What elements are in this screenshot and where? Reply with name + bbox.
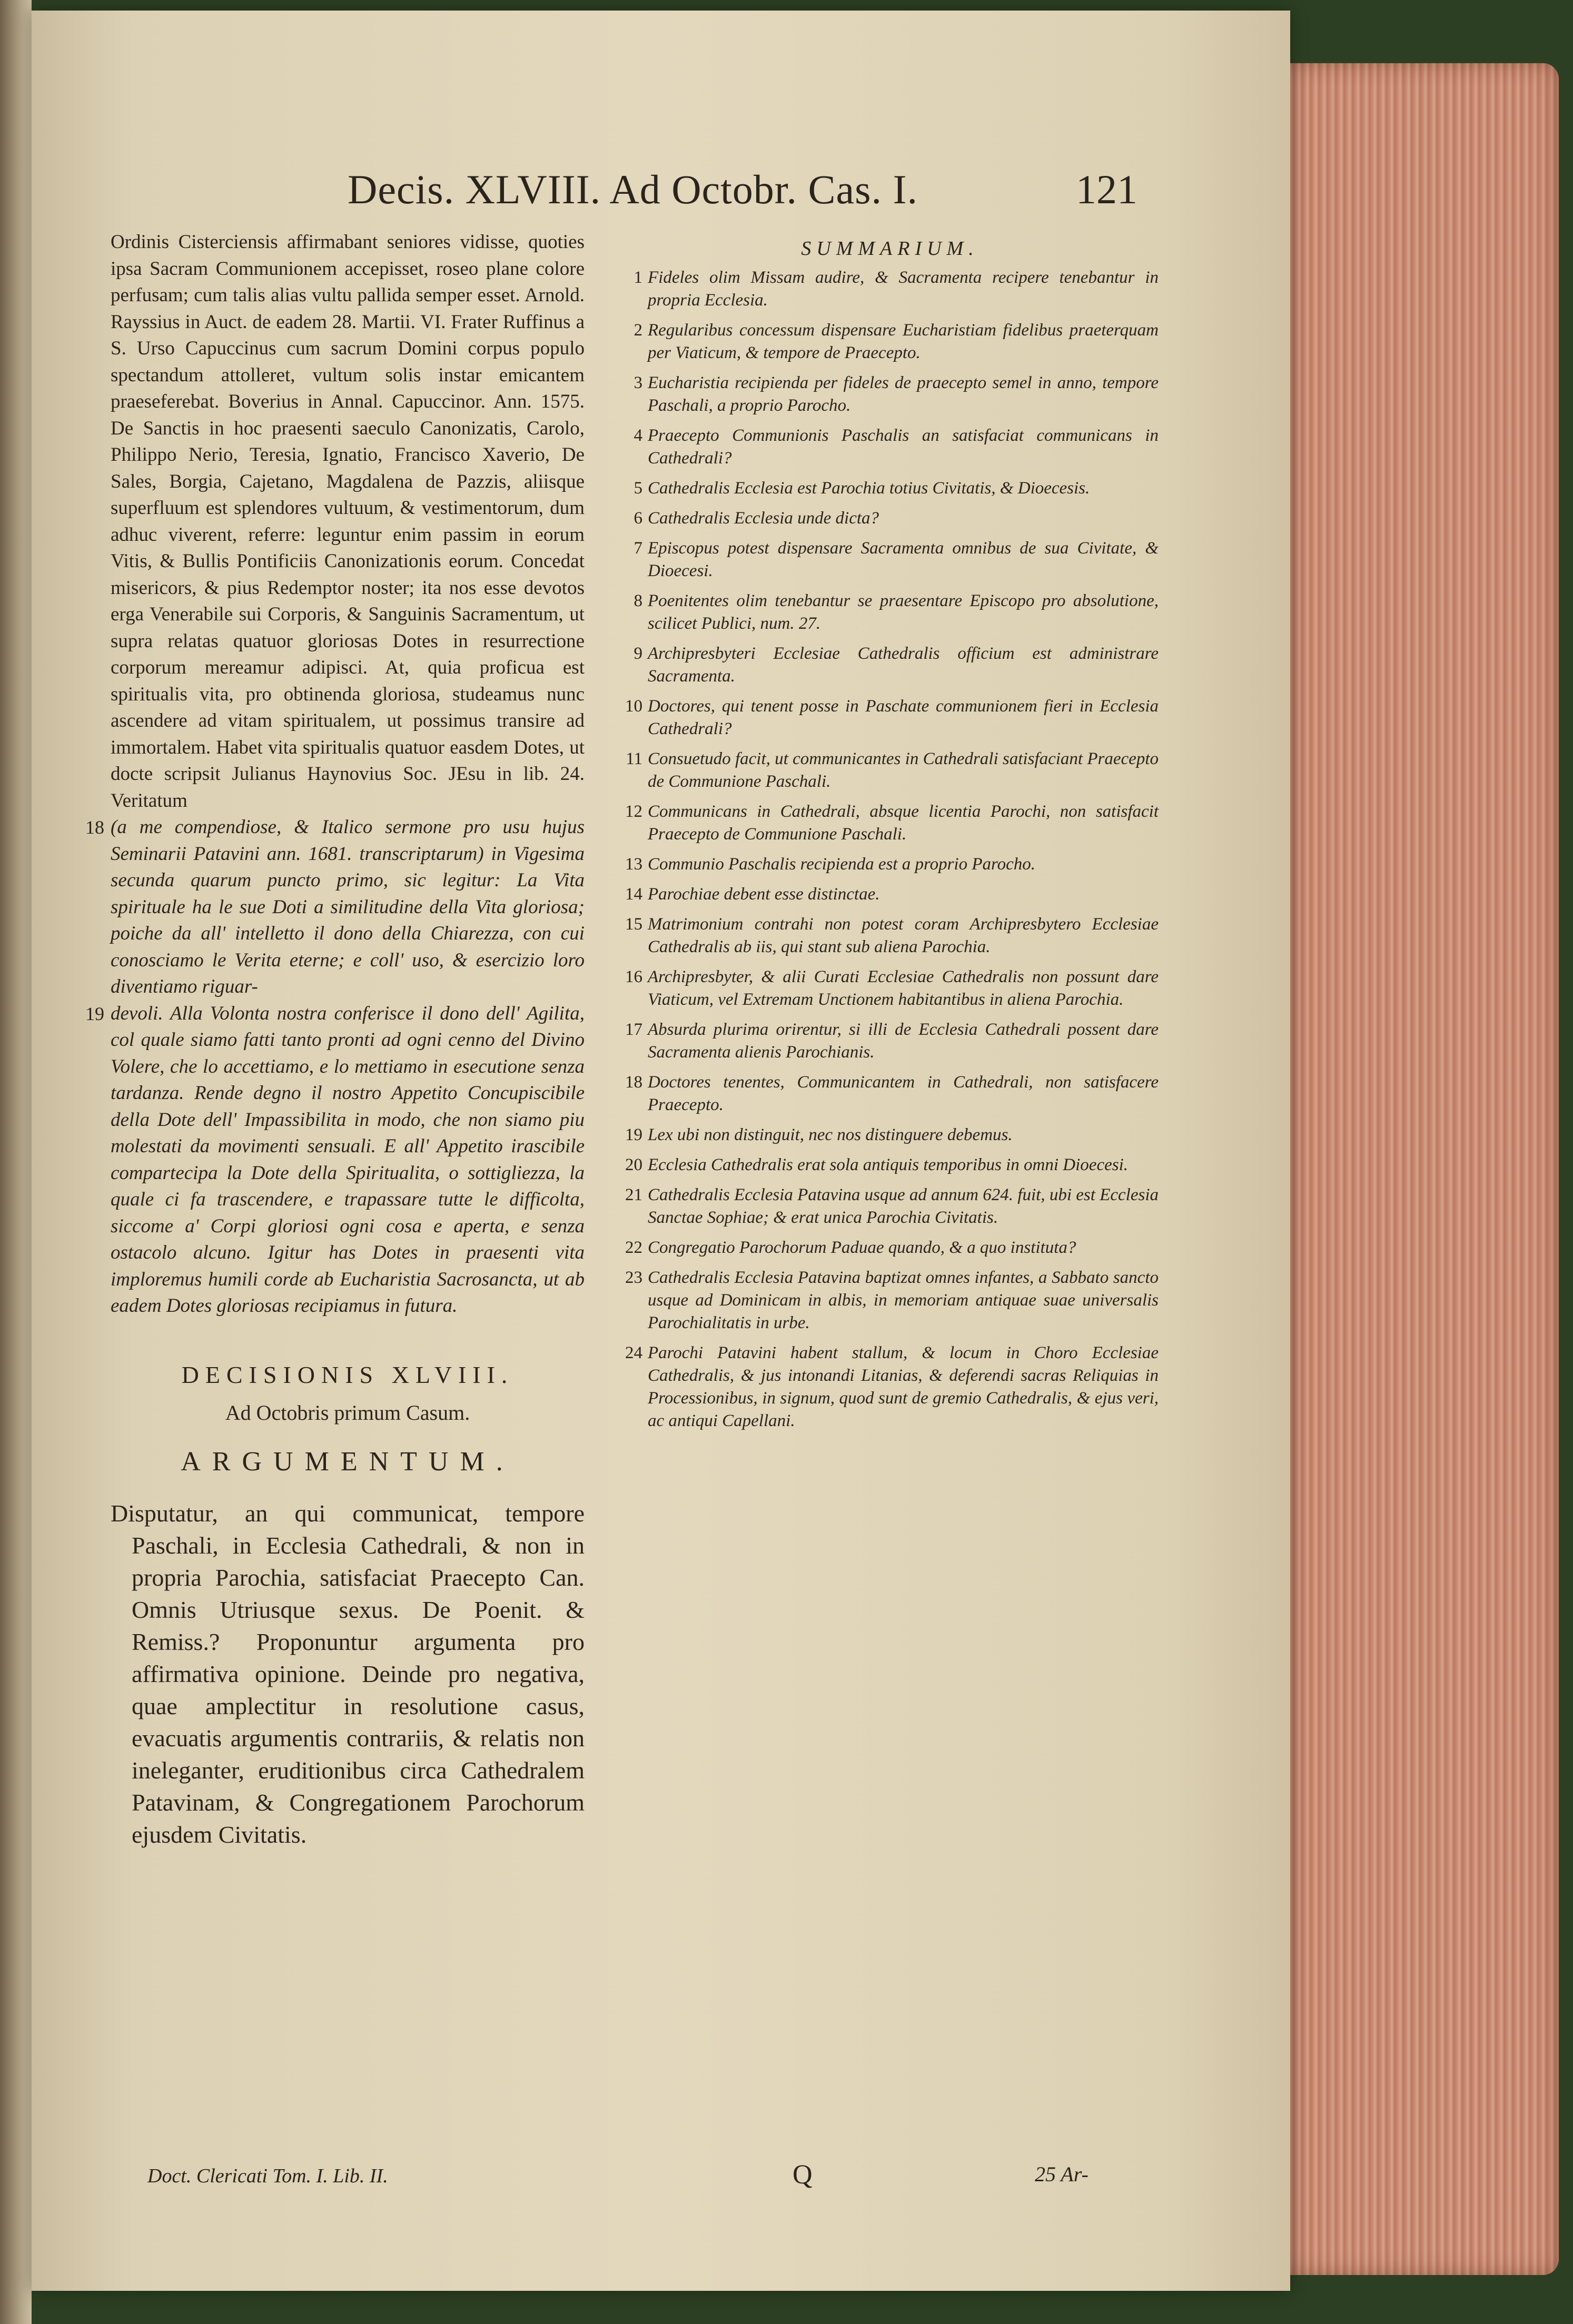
summarium-item-text: Cathedralis Ecclesia unde dicta?	[648, 509, 879, 528]
summarium-item-number: 20	[625, 1155, 642, 1174]
summarium-item	[621, 372, 1159, 417]
summarium-item-text: Poenitentes olim tenebantur se praesentare Episcopo pro absolutione, scilicet Publici, num. 27.	[648, 591, 1159, 633]
decision-heading: DECISIONIS XLVIII.	[181, 1361, 514, 1388]
summarium-list	[621, 266, 1159, 1432]
margin-number-19: 19	[85, 1003, 104, 1024]
summarium-item-number: 6	[634, 509, 642, 528]
summarium-item-text: Eucharistia recipienda per fideles de praecepto semel in anno, tempore Paschali, a proprio Parocho.	[648, 373, 1159, 415]
summarium-item-number: 11	[626, 749, 642, 768]
margin-number-18: 18	[85, 817, 104, 838]
catchword: 25 Ar-	[1035, 2162, 1089, 2186]
summarium-item	[621, 748, 1159, 793]
summarium-item-text: Cathedralis Ecclesia est Parochia totius Civitatis, & Dioecesis.	[648, 479, 1090, 498]
summarium-item-number: 3	[634, 373, 642, 392]
summarium-item-number: 7	[634, 539, 642, 558]
summarium-item-number: 5	[634, 479, 642, 498]
summarium-item-number: 17	[625, 1020, 642, 1039]
summarium-item	[621, 695, 1159, 740]
summarium-item	[621, 642, 1159, 688]
summarium-item-number: 4	[634, 426, 642, 445]
facing-page-edge	[0, 0, 32, 2324]
summarium-item-number: 8	[634, 591, 642, 610]
summarium-item-text: Absurda plurima orirentur, si illi de Ecclesia Cathedrali possent dare Sacramenta alienis Parochianis.	[648, 1020, 1159, 1062]
left-paragraph-3-text: devoli. Alla Volonta nostra conferisce il dono dell' Agilita, col quale siamo fatti tanto pronti ad ogni cenno del Divino Volere, che lo accettiamo, e lo mettiamo in esecutione senza tardanza. Rende degno il nostro Appetito Concupiscibile della Dote dell' Impassibilita in modo, che non siamo piu molestati da movimenti sensuali. E all' Appetito irascibile compartecipa la Dote della Spiritualita, o sottigliezza, la quale ci fa trascendere, e trapassare tutte le difficolta, siccome a' Corpi gloriosi ogni cosa e aperta, e senza ostacolo alcuno. Igitur has Dotes in praesenti vita imploremus humili corde ab Eucharistia Sacrosancta, ut ab eadem Dotes gloriosas recipiamus in futura.	[111, 1002, 585, 1317]
left-paragraph-2-text: (a me compendiose, & Italico sermone pro usu hujus Seminarii Patavini ann. 1681. transcriptarum) in Vigesima secunda quarum puncto primo, sic legitur: La Vita spirituale ha le sue Doti a similitudine della Vita gloriosa; poiche da all' intelletto il dono della Chiarezza, con cui conosciamo le Verita eterne; e coll' uso, & esercizio loro diventiamo riguar-	[111, 816, 585, 997]
page-header	[84, 166, 1137, 224]
summarium-item	[621, 966, 1159, 1011]
summarium-item	[621, 1184, 1159, 1229]
summarium-item-number: 1	[634, 268, 642, 287]
argument-text: Disputatur, an qui communicat, tempore Paschali, in Ecclesia Cathedrali, & non in propria Parochia, satisfaciat Praecepto Can. Omnis Utriusque sexus. De Poenit. & Remiss.? Proponuntur argumenta pro affirmativa opinione. Deinde pro negativa, quae amplectitur in resolutione casus, evacuatis argumentis contrariis, & relatis non ineleganter, eruditionibus circa Cathedralem Patavinam, & Congregationem Parochorum ejusdem Civitatis.	[111, 1499, 585, 1848]
summarium-item-text: Archipresbyter, & alii Curati Ecclesiae Cathedralis non possunt dare Viaticum, vel Extremam Unctionem habitantibus in aliena Parochia.	[648, 967, 1159, 1009]
left-paragraph-3	[85, 1001, 585, 1320]
signature-mark: Q	[793, 2160, 813, 2190]
summarium-item-text: Cathedralis Ecclesia Patavina baptizat omnes infantes, a Sabbato sancto usque ad Dominicam in albis, in memoriam antiquae suae universalis Parochialitatis in urbe.	[648, 1268, 1159, 1332]
summarium-item	[621, 319, 1159, 364]
summarium-item	[621, 1154, 1159, 1176]
summarium-item	[621, 590, 1159, 635]
summarium-item	[621, 1342, 1159, 1432]
summarium-heading: SUMMARIUM.	[801, 238, 979, 260]
right-column	[621, 237, 1159, 1440]
footer-signature: Doct. Clericati Tom. I. Lib. II.	[147, 2165, 388, 2187]
summarium-item-number: 23	[625, 1268, 642, 1287]
summarium-item	[621, 1071, 1159, 1116]
book-fore-edge	[1285, 63, 1559, 2275]
summarium-item	[621, 1237, 1159, 1259]
left-paragraph-2	[85, 814, 585, 1001]
summarium-item-text: Congregatio Parochorum Paduae quando, & a quo instituta?	[648, 1238, 1076, 1257]
summarium-item-number: 22	[625, 1238, 642, 1257]
summarium-item	[621, 883, 1159, 906]
summarium-item-text: Praecepto Communionis Paschalis an satisfaciat communicans in Cathedrali?	[648, 426, 1159, 468]
summarium-item-number: 14	[625, 885, 642, 904]
summarium-item	[621, 266, 1159, 312]
decision-subheading: Ad Octobris primum Casum.	[225, 1400, 470, 1425]
running-head: Decis. XLVIII. Ad Octobr. Cas. I.	[348, 166, 918, 212]
summarium-item-text: Communicans in Cathedrali, absque licentia Parochi, non satisfacit Praecepto de Communione Paschali.	[648, 802, 1159, 844]
summarium-item	[621, 913, 1159, 958]
summarium-item	[621, 507, 1159, 530]
summarium-item-number: 13	[625, 855, 642, 874]
summarium-item-number: 12	[625, 802, 642, 821]
summarium-item	[621, 477, 1159, 500]
left-paragraph-1: Ordinis Cisterciensis affirmabant seniores vidisse, quoties ipsa Sacram Communionem accepisset, roseo plane colore perfusam; cum talis alias vultu pallida semper esset. Arnold. Rayssius in Auct. de eadem 28. Martii. VI. Frater Ruffinus a S. Urso Capuccinus cum sacrum Domini corpus populo spectandum attolleret, vultum solis instar emicantem praeseferebat. Boverius in Annal. Capuccinor. Ann. 1575. De Sanctis in hoc praesenti saeculo Canonizatis, Carolo, Philippo Nerio, Teresia, Ignatio, Francisco Xaverio, De Sales, Borgia, Cajetano, Magdalena de Pazzis, aliisque superfluum est splendores vultuum, & vestimentorum, dum adhuc viverent, referre: leguntur enim passim in eorum Vitis, & Bullis Pontificiis Canonizationis eorum. Concedat misericors, & pius Redemptor noster; ita nos esse devotos erga Venerabile sui Corporis, & Sanguinis Sacramentum, ut supra relatas quatuor gloriosas Dotes in resurrectione corporum mereamur adipisci. At, quia proficua est spiritualis vita, pro obtinenda gloriosa, studeamus nunc ascendere ad vitam spiritualem, ut possimus transire ad immortalem. Habet vita spiritualis quatuor easdem Dotes, ut docte scripsit Julianus Haynovius Soc. JEsu in lib. 24. Veritatum	[111, 231, 585, 812]
summarium-item-text: Cathedralis Ecclesia Patavina usque ad annum 624. fuit, ubi est Ecclesia Sanctae Sophiae; & erat unica Parochia Civitatis.	[648, 1185, 1159, 1227]
summarium-item-text: Regularibus concessum dispensare Eucharistiam fidelibus praeterquam per Viaticum, & tempore de Praecepto.	[648, 321, 1159, 362]
summarium-item-number: 15	[625, 915, 642, 934]
summarium-item-text: Doctores, qui tenent posse in Paschate communionem fieri in Ecclesia Cathedrali?	[648, 697, 1159, 738]
summarium-item-text: Communio Paschalis recipienda est a proprio Parocho.	[648, 855, 1036, 874]
summarium-item	[621, 1018, 1159, 1064]
summarium-item-text: Parochi Patavini habent stallum, & locum in Choro Ecclesiae Cathedralis, & jus intonandi Litanias, & deferendi sacras Reliquias in Processionibus, in signum, quod sunt de gremio Cathedralis, & ejus veri, ac antiqui Capellani.	[648, 1343, 1159, 1430]
page-number: 121	[1076, 166, 1137, 212]
summarium-item	[621, 424, 1159, 470]
summarium-item-text: Ecclesia Cathedralis erat sola antiquis temporibus in omni Dioecesi.	[648, 1155, 1129, 1174]
summarium-item-number: 24	[625, 1343, 642, 1362]
summarium-item	[621, 853, 1159, 876]
summarium-item-text: Doctores tenentes, Communicantem in Cathedrali, non satisfacere Praecepto.	[648, 1073, 1159, 1114]
summarium-item	[621, 800, 1159, 846]
summarium-item	[621, 1124, 1159, 1146]
argumentum-heading: ARGUMENTUM.	[181, 1446, 515, 1477]
summarium-item-text: Parochiae debent esse distinctae.	[648, 885, 880, 904]
summarium-item-text: Archipresbyteri Ecclesiae Cathedralis officium est administrare Sacramenta.	[648, 644, 1159, 686]
summarium-item-number: 18	[625, 1073, 642, 1092]
summarium-item-text: Fideles olim Missam audire, & Sacramenta recipere tenebantur in propria Ecclesia.	[648, 268, 1159, 310]
summarium-item-text: Episcopus potest dispensare Sacramenta omnibus de sua Civitate, & Dioecesi.	[648, 539, 1159, 580]
summarium-item-number: 2	[634, 321, 642, 340]
summarium-item-number: 10	[625, 697, 642, 716]
summarium-item-text: Lex ubi non distinguit, nec nos distinguere debemus.	[648, 1125, 1013, 1144]
summarium-item-number: 21	[625, 1185, 642, 1204]
summarium-item	[621, 537, 1159, 582]
summarium-item-number: 19	[625, 1125, 642, 1144]
summarium-item-number: 16	[625, 967, 642, 986]
summarium-item	[621, 1267, 1159, 1334]
summarium-item-number: 9	[634, 644, 642, 663]
left-column	[85, 229, 585, 1851]
summarium-item-text: Consuetudo facit, ut communicantes in Cathedrali satisfaciant Praecepto de Communione Paschali.	[648, 749, 1159, 791]
summarium-item-text: Matrimonium contrahi non potest coram Archipresbytero Ecclesiae Cathedralis ab iis, qui stant sub aliena Parochia.	[648, 915, 1159, 956]
